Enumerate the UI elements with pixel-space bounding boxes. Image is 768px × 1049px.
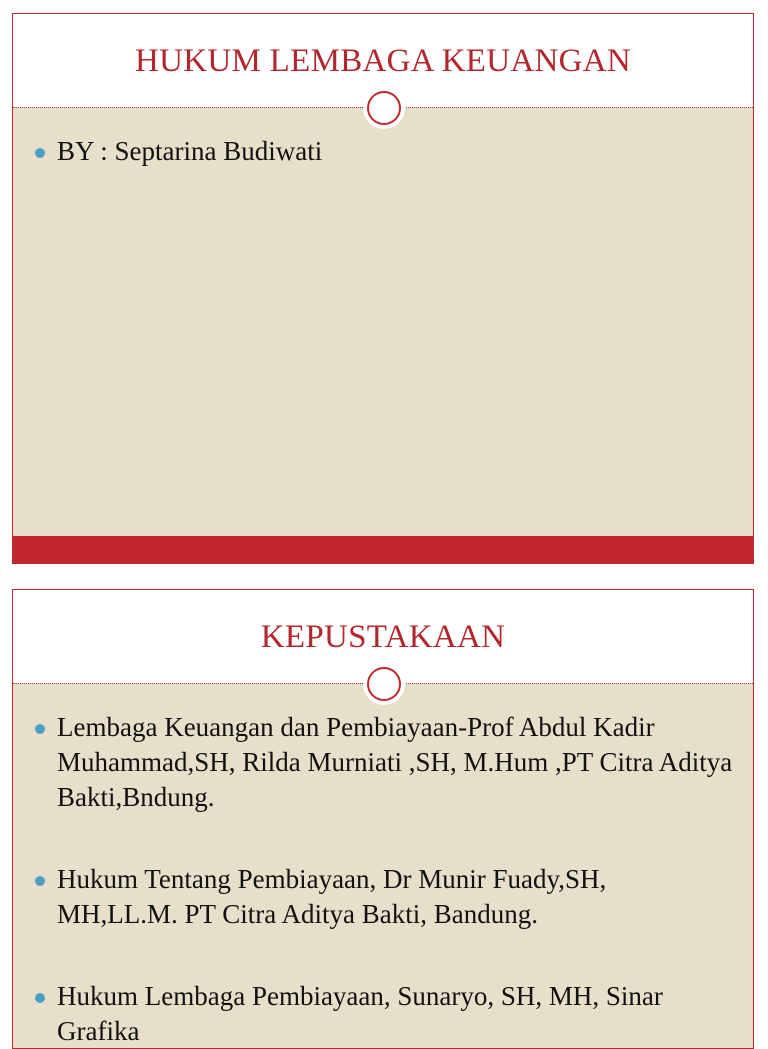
- circle-ring-inner: [367, 667, 401, 701]
- bullet-text: Hukum Tentang Pembiayaan, Dr Munir Fuady,SH, MH,LL.M. PT Citra Aditya Bakti, Bandung.: [57, 864, 607, 929]
- footer-bar: [13, 536, 753, 563]
- list-item: [35, 862, 733, 932]
- bullet-text: Lembaga Keuangan dan Pembiayaan-Prof Abdul Kadir Muhammad,SH, Rilda Murniati ,SH, M.Hum ,PT Citra Aditya Bakti,Bndung.: [57, 712, 733, 812]
- bullet-text: Hukum Lembaga Pembiayaan, Sunaryo, SH, MH, Sinar Grafika: [57, 981, 663, 1046]
- bullet-list: [35, 134, 733, 169]
- list-item: [35, 979, 733, 1049]
- circle-ring-icon: [363, 87, 405, 129]
- list-item: [35, 134, 733, 169]
- slide-body: [35, 134, 733, 169]
- bullet-list: [35, 710, 733, 1049]
- bullet-dot-icon: [35, 993, 45, 1003]
- bullet-dot-icon: [35, 876, 45, 886]
- circle-ring-inner: [367, 91, 401, 125]
- bullet-dot-icon: [35, 148, 45, 158]
- slide-title: HUKUM LEMBAGA KEUANGAN: [134, 43, 632, 79]
- slide-1: [12, 13, 754, 564]
- bullet-dot-icon: [35, 724, 45, 734]
- slide-title: KEPUSTAKAAN: [260, 619, 506, 655]
- circle-ring-icon: [363, 663, 405, 705]
- list-item: [35, 710, 733, 815]
- slide-body: [35, 710, 733, 1049]
- slide-2: [12, 589, 754, 1049]
- bullet-text: BY : Septarina Budiwati: [57, 136, 323, 166]
